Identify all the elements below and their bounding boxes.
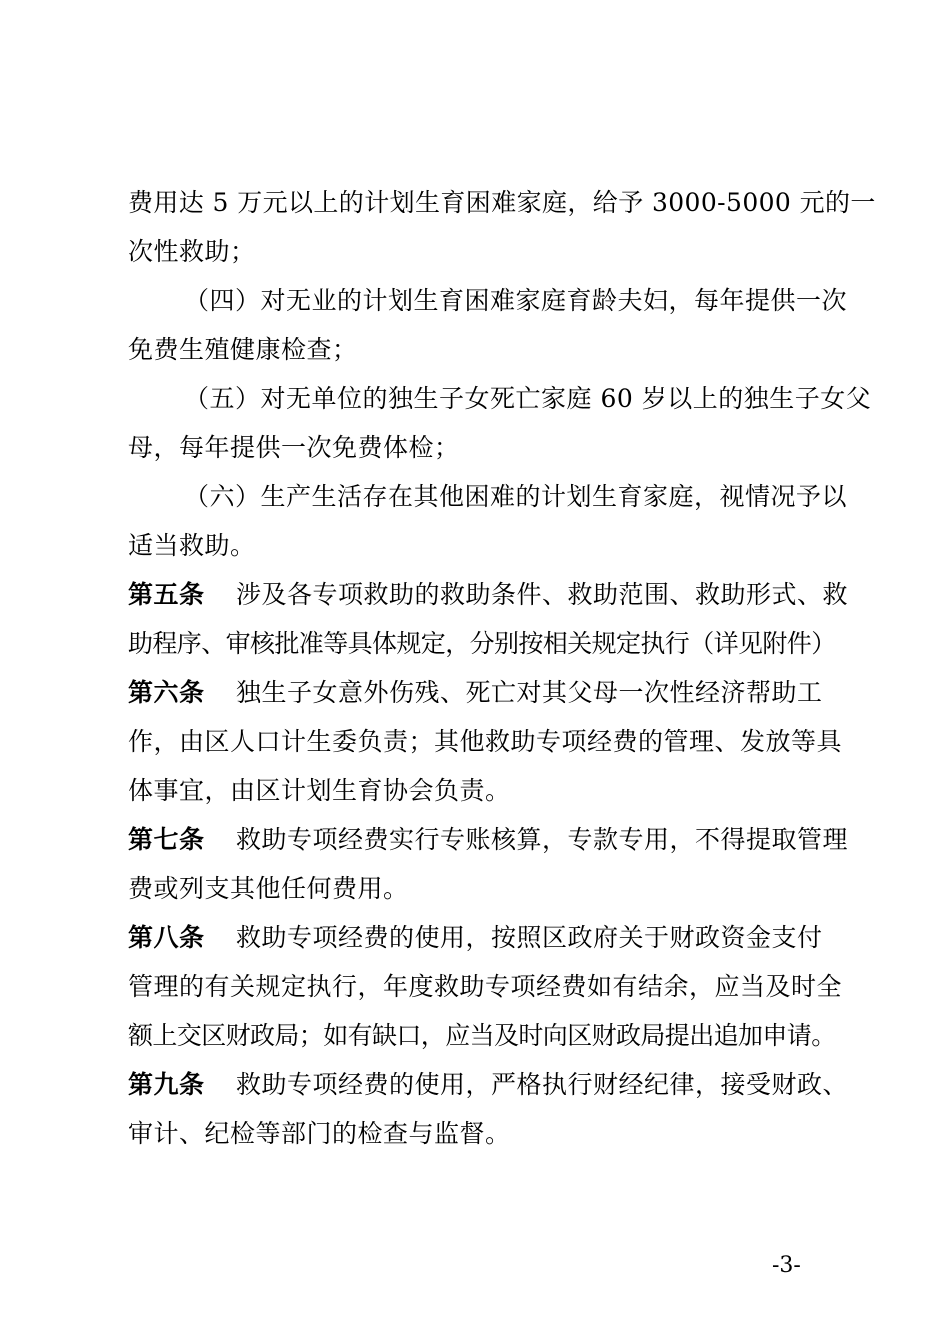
article-nine [128, 1060, 849, 1158]
article-seven [128, 815, 849, 913]
paragraph-line: 母，每年提供一次免费体检； [128, 433, 460, 462]
article-five [128, 570, 849, 668]
article-text: 涉及各专项救助的救助条件、救助范围、救助形式、救 [236, 580, 849, 609]
article-eight [128, 913, 843, 1060]
list-item-five: （五）对无单位的独生子女死亡家庭 60 岁以上的独生子女父 [184, 384, 872, 413]
article-text: 审计、纪检等部门的检查与监督。 [128, 1119, 511, 1148]
article-heading: 第七条 [128, 825, 205, 854]
page-number: -3- [772, 1253, 801, 1278]
article-text: 助程序、审核批准等具体规定，分别按相关规定执行（详见附件） [128, 629, 836, 658]
article-heading: 第九条 [128, 1070, 205, 1099]
article-text: 管理的有关规定执行，年度救助专项经费如有结余，应当及时全 [128, 972, 843, 1001]
article-text: 额上交区财政局；如有缺口，应当及时向区财政局提出追加申请。 [128, 1021, 836, 1050]
article-text: 救助专项经费的使用，严格执行财经纪律，接受财政、 [236, 1070, 849, 1099]
article-text: 作，由区人口计生委负责；其他救助专项经费的管理、发放等具 [128, 727, 843, 756]
paragraph-line: 费用达 5 万元以上的计划生育困难家庭，给予 3000-5000 元的一 [128, 188, 876, 217]
list-item-six: （六）生产生活存在其他困难的计划生育家庭，视情况予以 [184, 482, 848, 511]
paragraph-line: 适当救助。 [128, 531, 256, 560]
paragraph-line: 免费生殖健康检查； [128, 335, 358, 364]
article-heading: 第六条 [128, 678, 205, 707]
article-text: 救助专项经费实行专账核算，专款专用，不得提取管理 [236, 825, 849, 854]
article-text: 救助专项经费的使用，按照区政府关于财政资金支付 [236, 923, 823, 952]
article-text: 费或列支其他任何费用。 [128, 874, 409, 903]
paragraph-line: 次性救助； [128, 237, 256, 266]
article-text: 独生子女意外伤残、死亡对其父母一次性经济帮助工 [236, 678, 823, 707]
list-item-four: （四）对无业的计划生育困难家庭育龄夫妇，每年提供一次 [184, 286, 848, 315]
article-heading: 第八条 [128, 923, 205, 952]
document-body [128, 178, 876, 1158]
article-six [128, 668, 843, 815]
article-heading: 第五条 [128, 580, 205, 609]
article-text: 体事宜，由区计划生育协会负责。 [128, 776, 511, 805]
